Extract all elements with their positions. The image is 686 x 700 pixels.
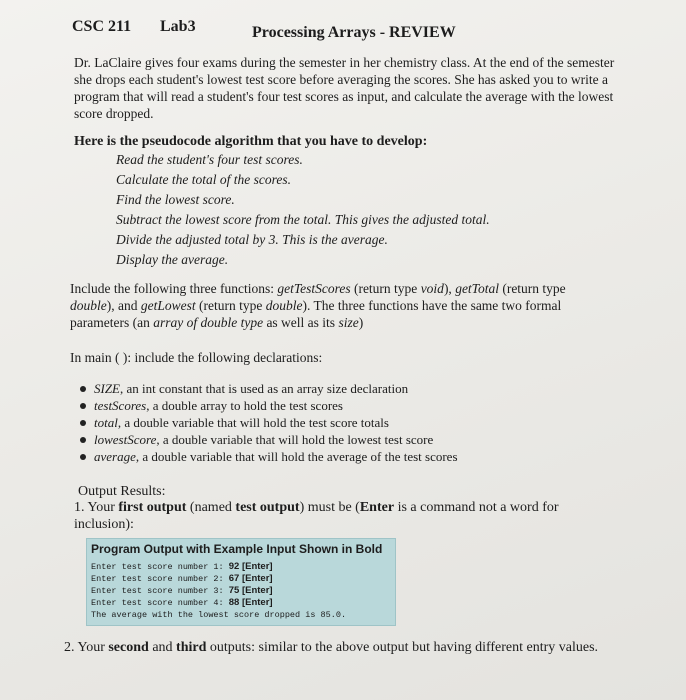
output-input: 92 [Enter]: [228, 561, 273, 572]
variable-desc: , an int constant that is used as an array size declaration: [120, 381, 409, 396]
pseudocode-steps: [116, 150, 490, 270]
output-input: 75 [Enter]: [228, 585, 273, 596]
function-name-gettotal: getTotal: [455, 281, 499, 296]
variable-desc: , a double variable that will hold the lowest test score: [156, 432, 434, 447]
functions-text: Include the following three functions:: [70, 281, 278, 296]
functions-text: ). The three functions have the same two formal: [302, 298, 562, 313]
variable-desc: , a double variable that will hold the test score totals: [117, 415, 389, 430]
list-item: [78, 397, 458, 414]
parameter-size: size: [338, 315, 359, 330]
page-title: Processing Arrays - REVIEW: [252, 24, 456, 41]
declarations-list: [78, 380, 458, 465]
output-emphasis: Enter: [359, 500, 395, 515]
output-text: 1. Your: [74, 500, 119, 515]
output-line: [91, 585, 346, 597]
functions-paragraph: [70, 280, 630, 331]
function-name-getlowest: getLowest: [140, 298, 196, 313]
program-output-title: Program Output with Example Input Shown in Bold: [91, 542, 383, 556]
pseudocode-step: Find the lowest score.: [116, 192, 235, 207]
pseudocode-step: Display the average.: [116, 252, 229, 267]
output-emphasis: third: [176, 640, 207, 655]
output-emphasis: test output: [235, 500, 300, 515]
output-line: [91, 561, 346, 573]
output-prompt: The average with the lowest score dropped is 85.0.: [91, 610, 347, 620]
output-prompt: Enter test score number 3:: [91, 586, 229, 596]
return-type: double: [265, 298, 303, 313]
output-item-1-line2: inclusion):: [74, 517, 134, 532]
variable-desc: , a double array to hold the test scores: [146, 398, 343, 413]
return-type: void: [420, 281, 444, 296]
program-output-lines: [91, 561, 346, 621]
variable-desc: , a double variable that will hold the average of the test scores: [135, 449, 458, 464]
output-text: and: [148, 640, 177, 655]
pseudocode-step: Calculate the total of the scores.: [116, 172, 291, 187]
functions-text: ),: [443, 281, 456, 296]
pseudocode-heading: Here is the pseudocode algorithm that you have to develop:: [74, 134, 428, 149]
output-line: [91, 609, 346, 621]
lab-number: Lab3: [160, 18, 196, 35]
output-input: 88 [Enter]: [228, 597, 273, 608]
pseudocode-step: Divide the adjusted total by 3. This is the average.: [116, 232, 388, 247]
functions-text: parameters (an: [70, 315, 154, 330]
variable-name: total: [94, 415, 118, 430]
variable-name: lowestScore: [94, 432, 157, 447]
output-text: outputs: similar to the above output but having different entry values.: [206, 640, 599, 655]
program-output-box: [86, 538, 396, 626]
output-line: [91, 597, 346, 609]
variable-name: SIZE: [94, 381, 120, 396]
output-item-1: [74, 500, 559, 516]
functions-text: (return type: [498, 281, 566, 296]
output-line: [91, 573, 346, 585]
output-text: (named: [186, 500, 236, 515]
intro-paragraph: Dr. LaClaire gives four exams during the semester in her chemistry class. At the end of the semester she drops each student's lowest test score before averaging the scores. She has asked you to write a program that will read a student's four test scores as input, and calculate the average with the lowest score dropped.: [74, 55, 615, 121]
pseudocode-step: Subtract the lowest score from the total. This gives the adjusted total.: [116, 212, 490, 227]
output-prompt: Enter test score number 2:: [91, 574, 229, 584]
output-emphasis: first output: [118, 500, 187, 515]
variable-name: average: [94, 449, 136, 464]
functions-text: ), and: [106, 298, 141, 313]
output-prompt: Enter test score number 4:: [91, 598, 229, 608]
list-item: [78, 448, 458, 465]
functions-text: (return type: [195, 298, 266, 313]
course-code: CSC 211: [72, 18, 132, 35]
output-item-2: [64, 640, 598, 656]
output-heading: Output Results:: [78, 484, 166, 499]
main-declarations-heading: In main ( ): include the following declarations:: [70, 350, 323, 365]
list-item: [78, 431, 458, 448]
return-type: double: [70, 298, 107, 313]
output-input: 67 [Enter]: [228, 573, 273, 584]
list-item: [78, 380, 458, 397]
function-name-gettestscores: getTestScores: [277, 281, 351, 296]
output-prompt: Enter test score number 1:: [91, 562, 229, 572]
functions-text: ): [358, 315, 364, 330]
output-text: is a command not a word for: [394, 500, 559, 515]
list-item: [78, 414, 458, 431]
output-text: ) must be (: [299, 500, 360, 515]
output-emphasis: second: [108, 640, 149, 655]
functions-text: as well as its: [263, 315, 339, 330]
pseudocode-step: Read the student's four test scores.: [116, 152, 303, 167]
output-text: 2. Your: [64, 640, 109, 655]
parameter-type: array of double type: [153, 315, 264, 330]
variable-name: testScores: [94, 398, 147, 413]
functions-text: (return type: [350, 281, 421, 296]
